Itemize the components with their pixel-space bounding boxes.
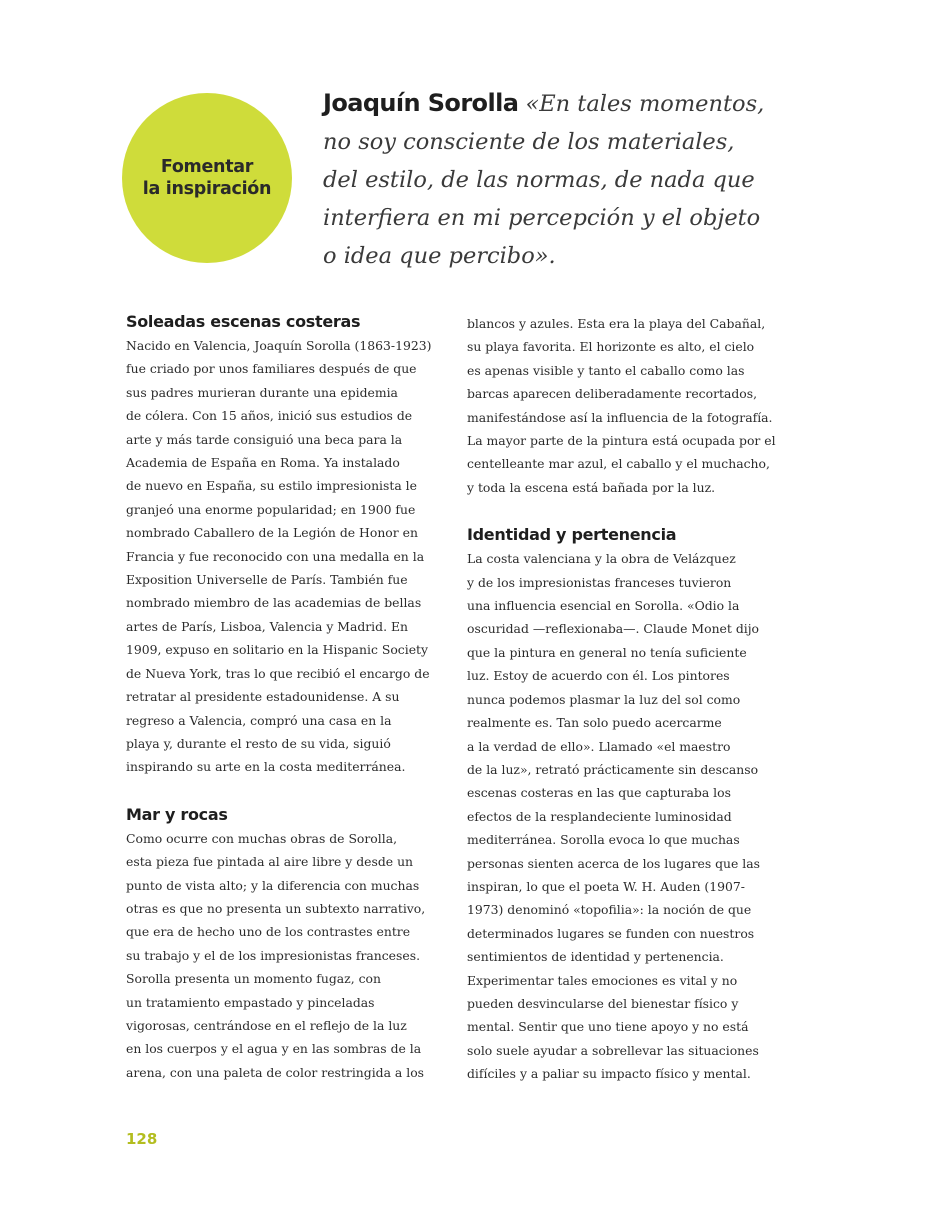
section-body: Como ocurre con muchas obras de Sorolla, esta pieza fue pintada al aire libre y desde un punto de vista alto; y la diferencia con muchas otras es que no presenta un subtexto narrativo, que era de hecho uno de los contrastes entre su trabajo y el de los impresionistas franceses. Sorolla presenta un momento fugaz, con un tratamiento empastado y pinceladas vigorosas, centrándose en el reflejo de la luz en los cuerpos y el agua y en las sombras de la arena, con una paleta de color restringida a los (126, 830, 426, 1080)
section-heading: Mar y rocas (126, 804, 228, 824)
section-heading: Soleadas escenas costeras (126, 312, 361, 331)
section-body: La costa valenciana y la obra de Velázquez y de los impresionistas franceses tuvieron una influencia esencial en Sorolla. «Odio la oscuridad —reflexionaba—. Claude Monet dijo que la pintura en general no tenía suficiente luz. Estoy de acuerdo con él. Los pintores nunca podemos plasmar la luz del sol como realmente es. Tan solo puedo acercarme a la verdad de ello». Llamado «el maestro de la luz», retrató prácticamente sin descanso escenas costeras en las que capturaba los efectos de la resplandeciente luminosidad mediterránea. Sorolla evoca lo que muchas personas sienten acerca de los lugares que las inspiran, lo que el poeta W. H. Auden (1907- 1973) denominó «topofilia»: la noción de que determinados lugares se funden con nuestros sentimientos de identidad y pertenencia. Experimentar tales emociones es vital y no pueden desvincularse del bienestar físico y mental. Sentir que uno tiene apoyo y no está solo suele ayudar a sobrellevar las situaciones difíciles y a paliar su impacto físico y mental. (467, 551, 761, 1082)
section-badge (122, 93, 292, 263)
page-number: 128 (126, 1130, 158, 1148)
badge-label: Fomentar la inspiración (142, 157, 272, 199)
pull-quote (323, 84, 793, 275)
quote-text: «En tales momentos, no soy consciente de los materiales, del estilo, de las normas, de nada que interfiera en mi percepción y el objeto o idea que percibo». (323, 91, 765, 269)
quote-author: Joaquín Sorolla (323, 89, 519, 117)
text-column-left (126, 310, 441, 1108)
section-heading: Identidad y pertenencia (467, 525, 677, 545)
section-body-continued: blancos y azules. Esta era la playa del Cabañal, su playa favorita. El horizonte es alto, el cielo es apenas visible y tanto el caballo como las barcas aparecen deliberadamente recortados, manifestándose así la influencia de la fotografía. La mayor parte de la pintura está ocupada por el centelleante mar azul, el caballo y el muchacho, y toda la escena está bañada por la luz. (467, 316, 776, 495)
text-column-right (467, 310, 782, 1110)
section-body: Nacido en Valencia, Joaquín Sorolla (1863-1923) fue criado por unos familiares después de que sus padres murieran durante una epidemia de cólera. Con 15 años, inició sus estudios de arte y más tarde consiguió una beca para la Academia de España en Roma. Ya instalado de nuevo en España, su estilo impresionista le granjeó una enorme popularidad; en 1900 fue nombrado Caballero de la Legión de Honor en Francia y fue reconocido con una medalla en la Exposition Universelle de París. También fue nombrado miembro de las academias de bellas artes de París, Lisboa, Valencia y Madrid. En 1909, expuso en solitario en la Hispanic Society de Nueva York, tras lo que recibió el encargo de retratar al presidente estadounidense. A su regreso a Valencia, compró una casa en la playa y, durante el resto de su vida, siguió inspirando su arte en la costa mediterránea. (126, 338, 432, 775)
